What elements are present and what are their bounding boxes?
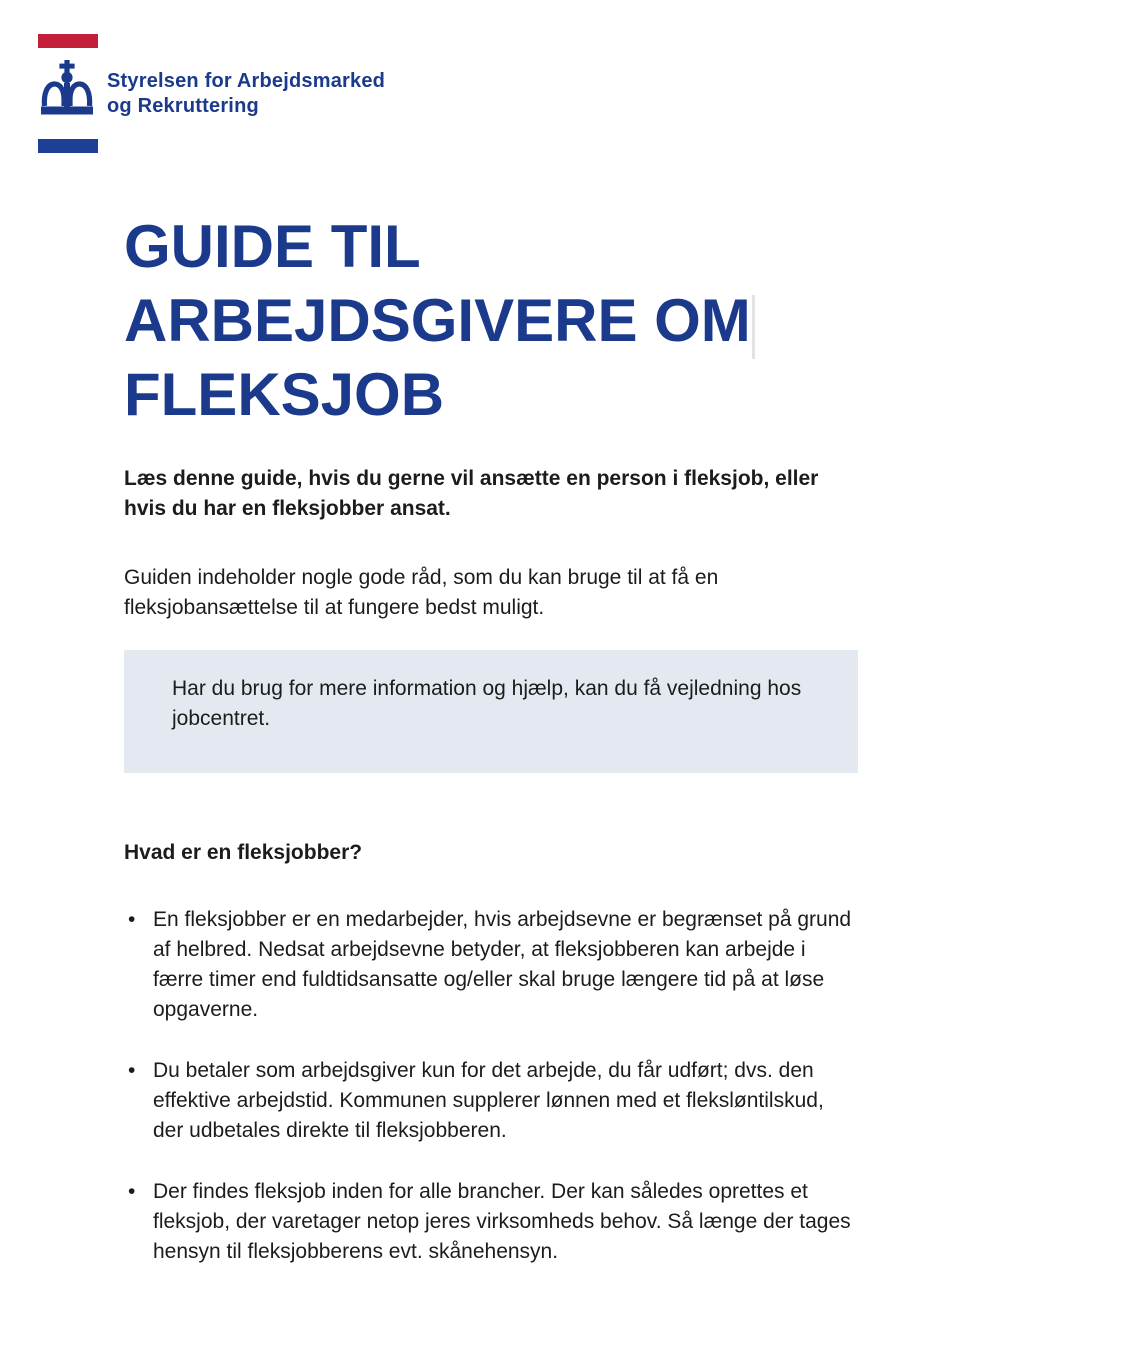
bullet-text: Der findes fleksjob inden for alle brancher. Der kan således oprettes et fleksjob, der varetager netop jeres virksomheds behov. Så længe der tages hensyn til fleksjobberens evt. skånehensyn. <box>153 1180 851 1263</box>
info-box <box>124 650 858 773</box>
bullet-icon: • <box>128 908 136 931</box>
logo-blue-bar <box>38 139 98 153</box>
logo-flag-red-bar <box>38 34 98 48</box>
list-item <box>124 1056 858 1146</box>
crown-icon <box>37 60 97 118</box>
info-box-text: Har du brug for mere information og hjælp, kan du få vejledning hos jobcentret. <box>172 677 802 730</box>
list-item <box>124 905 858 1025</box>
page-title-line2: ARBEJDSGIVERE OM <box>124 287 751 354</box>
bullet-text: En fleksjobber er en medarbejder, hvis arbejdsevne er begrænset på grund af helbred. Nedsat arbejdsevne betyder, at fleksjobberen kan arbejde i færre timer end fuldtidsansatte og/eller skal bruge længere tid på at løse opgaverne. <box>153 908 852 1021</box>
bullet-list <box>124 905 858 1267</box>
bullet-icon: • <box>128 1059 136 1082</box>
bullet-icon: • <box>128 1180 136 1203</box>
page-title-line1: GUIDE TIL <box>124 213 421 280</box>
page-title-line3: FLEKSJOB <box>124 361 445 428</box>
section-heading: Hvad er en fleksjobber? <box>124 841 363 864</box>
article-content <box>124 0 858 1298</box>
list-item <box>124 1177 858 1267</box>
bullet-text: Du betaler som arbejdsgiver kun for det arbejde, du får udført; dvs. den effektive arbejdstid. Kommunen supplerer lønnen med et fleksløntilskud, der udbetales direkte til fleksjobberen. <box>153 1059 824 1142</box>
agency-name-line1: Styrelsen for Arbejdsmarked <box>107 70 386 92</box>
lead-bold-paragraph: Læs denne guide, hvis du gerne vil ansætte en person i fleksjob, eller hvis du har en fleksjobber ansat. <box>124 467 819 520</box>
page-title <box>124 210 858 432</box>
agency-name-line2: og Rekruttering <box>107 95 259 117</box>
intro-paragraph: Guiden indeholder nogle gode råd, som du kan bruge til at få en fleksjobansættelse til at fungere bedst muligt. <box>124 566 719 619</box>
